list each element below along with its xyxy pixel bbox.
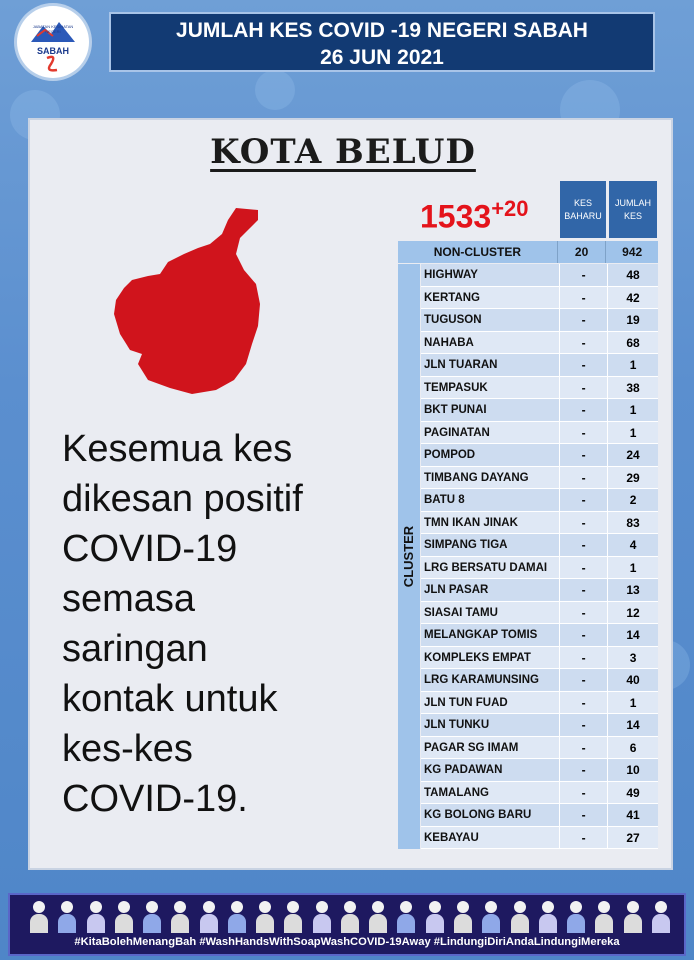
person-icon	[284, 899, 302, 933]
table-row	[421, 309, 658, 332]
cluster-name: JLN PASAR	[421, 579, 559, 601]
frontliner-figures	[30, 899, 670, 933]
cluster-total-cases: 1	[607, 354, 658, 376]
cluster-new-cases: -	[559, 827, 607, 849]
non-cluster-total: 942	[605, 241, 658, 263]
virus-decoration	[255, 70, 295, 110]
sabah-health-logo	[17, 6, 89, 78]
person-icon	[595, 899, 613, 933]
person-icon	[171, 899, 189, 933]
cluster-name: KG BOLONG BARU	[421, 804, 559, 826]
cluster-new-cases: -	[559, 264, 607, 286]
table-row	[421, 512, 658, 535]
cluster-new-cases: -	[559, 309, 607, 331]
statement-line: semasa	[62, 578, 196, 620]
cluster-total-cases: 2	[607, 489, 658, 511]
footer-hashtags: #KitaBolehMenangBah #WashHandsWithSoapWashCOVID-19Away #LindungiDiriAndaLindungiMereka	[74, 936, 620, 948]
cluster-name: TIMBANG DAYANG	[421, 467, 559, 489]
table-row	[421, 287, 658, 310]
cluster-name: JLN TUNKU	[421, 714, 559, 736]
table-row	[421, 602, 658, 625]
cluster-name: PAGINATAN	[421, 422, 559, 444]
cluster-name: NAHABA	[421, 332, 559, 354]
cluster-new-cases: -	[559, 737, 607, 759]
person-icon	[200, 899, 218, 933]
cluster-name: JLN TUN FUAD	[421, 692, 559, 714]
table-row	[421, 264, 658, 287]
cluster-total-cases: 12	[607, 602, 658, 624]
table-row	[421, 534, 658, 557]
person-icon	[511, 899, 529, 933]
district-map-icon	[108, 204, 268, 400]
cluster-new-cases: -	[559, 692, 607, 714]
person-icon	[482, 899, 500, 933]
person-icon	[30, 899, 48, 933]
table-row	[421, 399, 658, 422]
cluster-total-cases: 49	[607, 782, 658, 804]
cluster-name: KOMPLEKS EMPAT	[421, 647, 559, 669]
cluster-name: MELANGKAP TOMIS	[421, 624, 559, 646]
district-name: KOTA BELUD	[210, 132, 476, 172]
cluster-new-cases: -	[559, 512, 607, 534]
statement-line: COVID-19.	[62, 778, 248, 820]
table-row	[421, 489, 658, 512]
person-icon	[228, 899, 246, 933]
cluster-name: KG PADAWAN	[421, 759, 559, 781]
title-line-1: JUMLAH KES COVID -19 NEGERI SABAH	[176, 19, 588, 42]
cluster-total-cases: 27	[607, 827, 658, 849]
cluster-new-cases: -	[559, 399, 607, 421]
cluster-total-cases: 41	[607, 804, 658, 826]
person-icon	[369, 899, 387, 933]
cluster-name: JLN TUARAN	[421, 354, 559, 376]
person-icon	[143, 899, 161, 933]
statement-line: dikesan positif	[62, 478, 303, 520]
cluster-new-cases: -	[559, 602, 607, 624]
table-row	[421, 557, 658, 580]
cluster-new-cases: -	[559, 354, 607, 376]
cluster-name: PAGAR SG IMAM	[421, 737, 559, 759]
cluster-total-cases: 48	[607, 264, 658, 286]
logo-subtext: JABATAN KESIHATAN NEGERI	[32, 24, 74, 34]
table-row	[421, 692, 658, 715]
cluster-total-cases: 6	[607, 737, 658, 759]
table-row	[421, 827, 658, 850]
cluster-name: HIGHWAY	[421, 264, 559, 286]
table-row	[421, 422, 658, 445]
statement-text	[62, 424, 392, 824]
statement-line: saringan	[62, 628, 208, 670]
cluster-total-cases: 14	[607, 624, 658, 646]
table-row	[421, 782, 658, 805]
cluster-name: BKT PUNAI	[421, 399, 559, 421]
cluster-new-cases: -	[559, 759, 607, 781]
title-banner	[109, 12, 655, 72]
cluster-total-cases: 13	[607, 579, 658, 601]
header-new-cases: KES BAHARU	[560, 181, 606, 238]
cluster-name: POMPOD	[421, 444, 559, 466]
cluster-new-cases: -	[559, 467, 607, 489]
table-row	[421, 467, 658, 490]
cluster-name: LRG KARAMUNSING	[421, 669, 559, 691]
statement-line: kes-kes	[62, 728, 193, 770]
cluster-name: TUGUSON	[421, 309, 559, 331]
table-row	[421, 714, 658, 737]
cluster-new-cases: -	[559, 287, 607, 309]
cluster-label	[398, 264, 420, 849]
non-cluster-row	[398, 241, 658, 263]
person-icon	[426, 899, 444, 933]
title-line-2: 26 JUN 2021	[320, 46, 444, 69]
total-cases	[420, 196, 529, 236]
table-row	[421, 804, 658, 827]
cluster-new-cases: -	[559, 669, 607, 691]
table-row	[421, 624, 658, 647]
statement-line: Kesemua kes	[62, 428, 293, 470]
statement-line: kontak untuk	[62, 678, 278, 720]
cluster-total-cases: 24	[607, 444, 658, 466]
table-row	[421, 647, 658, 670]
cluster-new-cases: -	[559, 332, 607, 354]
person-icon	[567, 899, 585, 933]
person-icon	[341, 899, 359, 933]
cluster-total-cases: 14	[607, 714, 658, 736]
person-icon	[256, 899, 274, 933]
table-row	[421, 737, 658, 760]
cluster-new-cases: -	[559, 422, 607, 444]
cluster-total-cases: 83	[607, 512, 658, 534]
cluster-total-cases: 68	[607, 332, 658, 354]
logo-text: SABAH	[36, 46, 69, 56]
cluster-name: TEMPASUK	[421, 377, 559, 399]
cluster-total-cases: 40	[607, 669, 658, 691]
table-row	[421, 444, 658, 467]
cluster-name: KEBAYAU	[421, 827, 559, 849]
cluster-new-cases: -	[559, 444, 607, 466]
cluster-total-cases: 1	[607, 557, 658, 579]
person-icon	[58, 899, 76, 933]
cluster-total-cases: 1	[607, 399, 658, 421]
cluster-new-cases: -	[559, 579, 607, 601]
cluster-total-cases: 3	[607, 647, 658, 669]
cluster-total-cases: 1	[607, 422, 658, 444]
person-icon	[397, 899, 415, 933]
cluster-label-text: CLUSTER	[401, 525, 417, 588]
non-cluster-name: NON-CLUSTER	[433, 245, 522, 259]
table-row	[421, 354, 658, 377]
cluster-name: BATU 8	[421, 489, 559, 511]
cluster-name: TMN IKAN JINAK	[421, 512, 559, 534]
cluster-new-cases: -	[559, 714, 607, 736]
non-cluster-new: 20	[557, 241, 606, 263]
person-icon	[539, 899, 557, 933]
cluster-new-cases: -	[559, 624, 607, 646]
total-count: 1533	[420, 198, 492, 235]
cluster-name: SIMPANG TIGA	[421, 534, 559, 556]
header-total-cases: JUMLAH KES	[609, 181, 657, 238]
total-increase: +20	[491, 196, 529, 221]
table-row	[421, 669, 658, 692]
cluster-new-cases: -	[559, 534, 607, 556]
cluster-total-cases: 38	[607, 377, 658, 399]
person-icon	[115, 899, 133, 933]
logo-emblem-icon	[17, 6, 89, 78]
statement-line: COVID-19	[62, 528, 238, 570]
cluster-total-cases: 10	[607, 759, 658, 781]
table-row	[421, 579, 658, 602]
cluster-new-cases: -	[559, 804, 607, 826]
cluster-total-cases: 19	[607, 309, 658, 331]
cluster-name: TAMALANG	[421, 782, 559, 804]
person-icon	[87, 899, 105, 933]
cluster-new-cases: -	[559, 377, 607, 399]
person-icon	[454, 899, 472, 933]
cluster-new-cases: -	[559, 647, 607, 669]
person-icon	[624, 899, 642, 933]
table-row	[421, 332, 658, 355]
person-icon	[652, 899, 670, 933]
cluster-name: SIASAI TAMU	[421, 602, 559, 624]
cluster-total-cases: 29	[607, 467, 658, 489]
table-row	[421, 377, 658, 400]
cluster-new-cases: -	[559, 557, 607, 579]
cluster-name: LRG BERSATU DAMAI	[421, 557, 559, 579]
cluster-total-cases: 1	[607, 692, 658, 714]
cluster-total-cases: 42	[607, 287, 658, 309]
cluster-new-cases: -	[559, 489, 607, 511]
cluster-new-cases: -	[559, 782, 607, 804]
footer-banner	[8, 893, 686, 956]
cluster-total-cases: 4	[607, 534, 658, 556]
person-icon	[313, 899, 331, 933]
cluster-name: KERTANG	[421, 287, 559, 309]
cluster-table	[421, 264, 658, 849]
table-row	[421, 759, 658, 782]
